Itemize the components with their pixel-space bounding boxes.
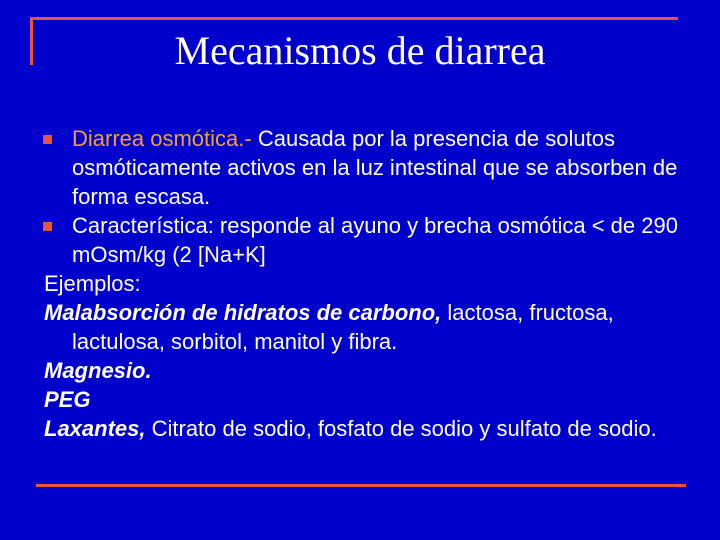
frame-top-line <box>30 17 678 20</box>
slide-body <box>44 124 704 443</box>
bullet-text: Causada por la presencia de solutos osmóticamente activos en la luz intestinal que se absorben de forma escasa. <box>72 126 678 209</box>
example-bold: PEG <box>44 387 91 412</box>
slide-title: Mecanismos de diarrea <box>174 28 546 73</box>
bullet-text: Característica: responde al ayuno y brecha osmótica < de 290 mOsm/kg (2 [Na+K] <box>72 213 678 267</box>
bullet-item-osmotic <box>44 124 704 211</box>
example-item <box>44 356 704 385</box>
example-item <box>44 414 704 443</box>
bullet-item-characteristic <box>44 211 704 269</box>
example-text: Citrato de sodio, fosfato de sodio y sulfato de sodio. <box>145 416 657 441</box>
examples-label: Ejemplos: <box>44 271 141 296</box>
frame-bottom-line <box>36 484 686 487</box>
example-bold: Laxantes, <box>44 416 146 441</box>
example-item <box>44 298 704 356</box>
square-bullet-icon <box>43 135 52 144</box>
square-bullet-icon <box>43 222 52 231</box>
example-bold: Magnesio. <box>44 358 152 383</box>
example-text: lactosa, fructosa, lactulosa, sorbitol, manitol y fibra. <box>72 300 614 354</box>
bullet-highlight: Diarrea osmótica.- <box>72 126 252 151</box>
example-bold: Malabsorción de hidratos de carbono, <box>44 300 442 325</box>
example-item <box>44 385 704 414</box>
